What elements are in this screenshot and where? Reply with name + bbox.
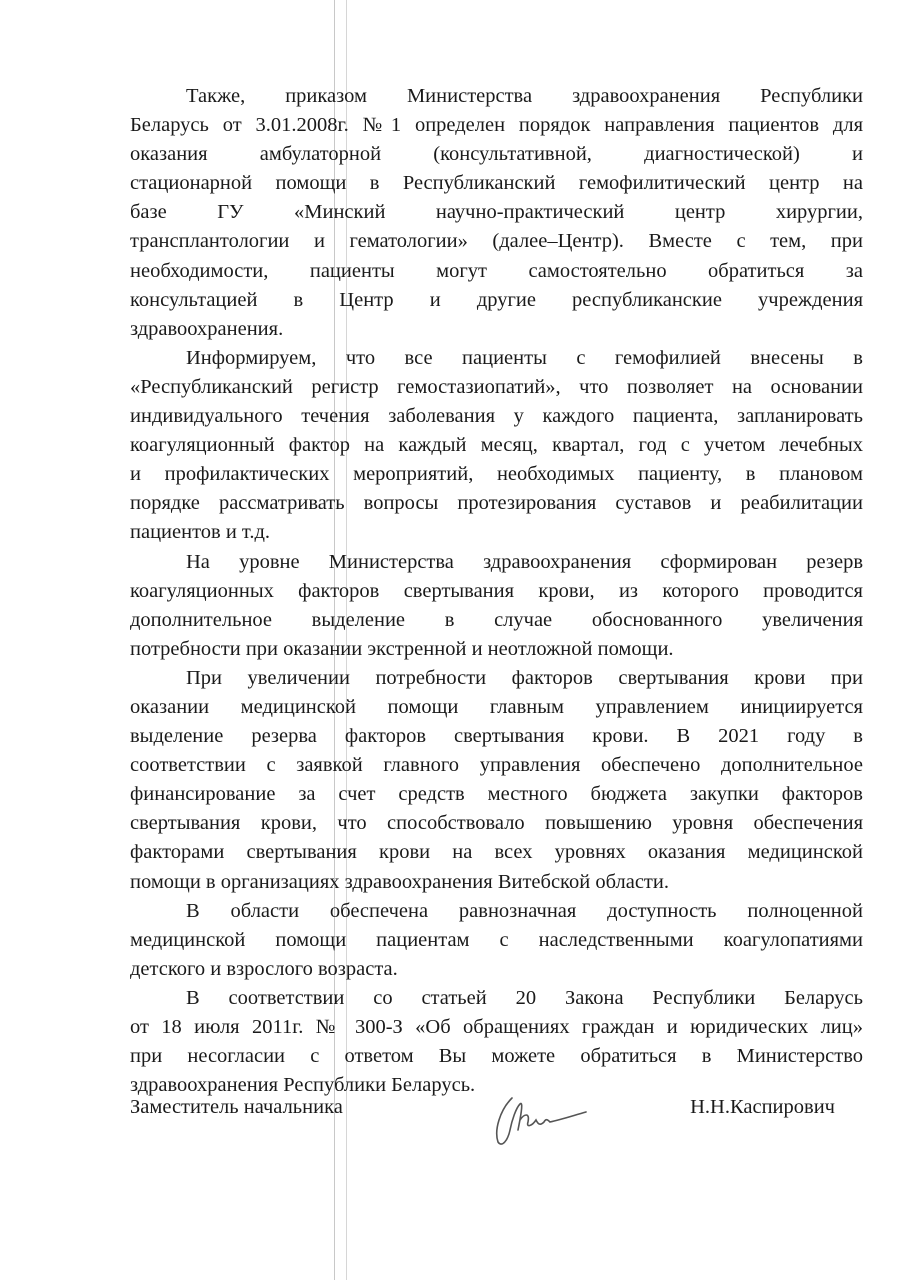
paragraph (130, 344, 863, 548)
paragraph (130, 664, 863, 897)
text-line: пациентов и т.д. (130, 521, 271, 544)
text-line: соответствии с заявкой главного управления обеспечено дополнительное (130, 754, 863, 777)
text-line: свертывания крови, что способствовало повышению уровня обеспечения (130, 812, 863, 835)
text-line: В области обеспечена равнозначная доступность полноценной (186, 899, 863, 922)
signature-block (130, 1096, 863, 1146)
handwritten-signature (490, 1090, 600, 1150)
paragraph (130, 548, 863, 664)
text-line: «Республиканский регистр гемостазиопатий», что позволяет на основании (130, 375, 863, 398)
letter-body (130, 82, 863, 1100)
text-line: Информируем, что все пациенты с гемофилией внесены в (186, 346, 863, 369)
text-line: дополнительное выделение в случае обоснованного увеличения (130, 608, 863, 631)
text-line: финансирование за счет средств местного бюджета закупки факторов (130, 783, 863, 806)
text-line: стационарной помощи в Республиканский гемофилитический центр на (130, 172, 863, 195)
paragraph (130, 897, 863, 984)
text-line: Беларусь от 3.01.2008г. №1 определен порядок направления пациентов для (130, 114, 863, 137)
text-line: здравоохранения. (130, 317, 284, 340)
text-line: потребности при оказании экстренной и неотложной помощи. (130, 637, 674, 660)
text-line: трансплантологии и гематологии» (далее–Центр). Вместе с тем, при (130, 230, 863, 253)
text-line: индивидуального течения заболевания у каждого пациента, запланировать (130, 405, 863, 428)
text-line: и профилактических мероприятий, необходимых пациенту, в плановом (130, 463, 863, 486)
text-line: В соответствии со статьей 20 Закона Республики Беларусь (186, 986, 863, 1009)
text-line: здравоохранения Республики Беларусь. (130, 1074, 476, 1097)
text-line: порядке рассматривать вопросы протезирования суставов и реабилитации (130, 492, 863, 515)
text-line: медицинской помощи пациентам с наследственными коагулопатиями (130, 928, 863, 951)
signer-name: Н.Н.Каспирович (690, 1096, 835, 1118)
text-line: выделение резерва факторов свертывания крови. В 2021 году в (130, 725, 863, 748)
text-line: Также, приказом Министерства здравоохранения Республики (186, 85, 863, 107)
text-line: факторами свертывания крови на всех уровнях оказания медицинской (130, 841, 863, 864)
text-line: оказания амбулаторной (консультативной, диагностической) и (130, 143, 863, 166)
text-line: На уровне Министерства здравоохранения сформирован резерв (186, 550, 863, 573)
text-line: при несогласии с ответом Вы можете обратиться в Министерство (130, 1045, 863, 1068)
paragraph (130, 984, 863, 1100)
text-line: При увеличении потребности факторов свертывания крови при (186, 666, 863, 689)
text-line: детского и взрослого возраста. (130, 957, 398, 980)
text-line: коагуляционный фактор на каждый месяц, квартал, год с учетом лечебных (130, 434, 863, 457)
signer-position: Заместитель начальника (130, 1096, 343, 1118)
text-line: оказании медицинской помощи главным управлением инициируется (130, 695, 863, 718)
text-line: консультацией в Центр и другие республиканские учреждения (130, 288, 863, 311)
text-line: помощи в организациях здравоохранения Витебской области. (130, 870, 669, 893)
text-line: базе ГУ «Минский научно-практический центр хирургии, (130, 201, 863, 224)
text-line: коагуляционных факторов свертывания крови, из которого проводится (130, 579, 863, 602)
text-line: необходимости, пациенты могут самостоятельно обратиться за (130, 259, 863, 282)
paragraph (130, 82, 863, 344)
text-line: от 18 июля 2011г. № 300-З «Об обращениях граждан и юридических лиц» (130, 1016, 863, 1038)
